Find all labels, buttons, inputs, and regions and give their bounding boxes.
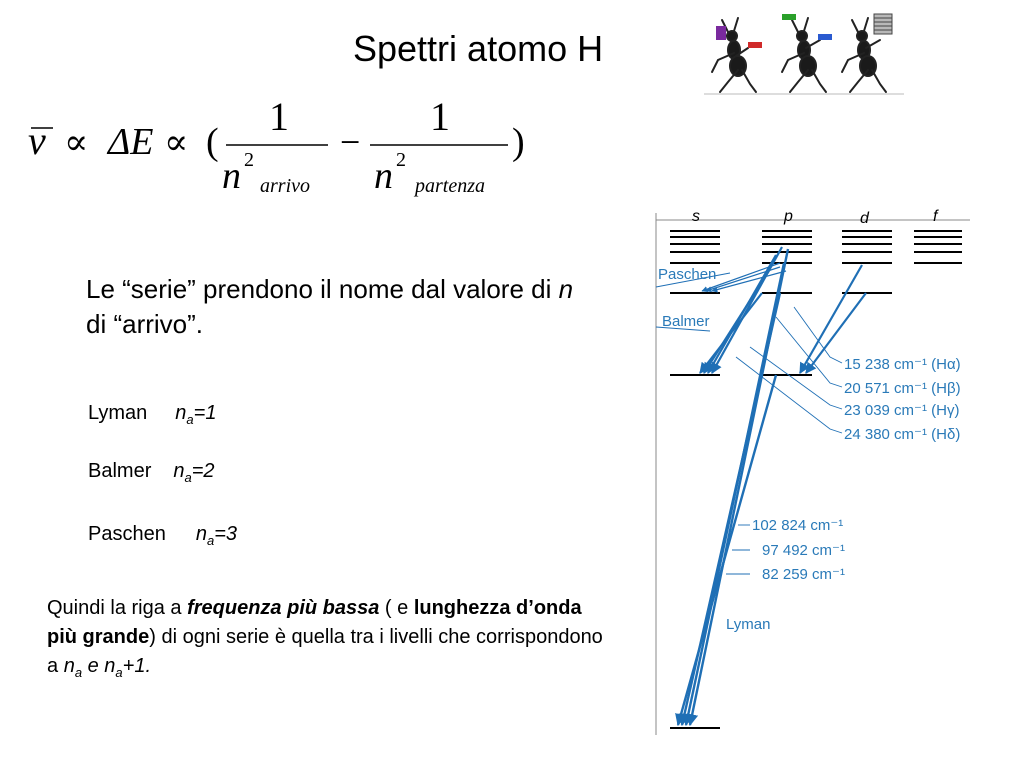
orbital-p-label: p <box>784 208 793 225</box>
conclusion-end: +1. <box>122 655 151 677</box>
balmer-label: Balmer <box>662 313 710 330</box>
series-paschen <box>88 523 237 548</box>
conclusion-text <box>47 594 617 687</box>
conclusion-part: ) di ogni serie è quella tra i livelli che corrispondono a <box>47 626 603 677</box>
numerator-2: 1 <box>430 94 450 139</box>
orbital-d-label: d <box>860 210 869 227</box>
conclusion-bold-italic: frequenza più bassa <box>187 597 380 619</box>
hydrogen-energy-level-diagram <box>650 207 970 737</box>
conclusion-sub: a <box>115 665 123 680</box>
n-arrivo: n <box>222 155 241 197</box>
intro-part-2: di “arrivo”. <box>86 309 204 339</box>
lyman-line-2: 97 492 cm⁻¹ <box>762 542 845 559</box>
intro-n: n <box>558 274 574 304</box>
intro-part-1: Le “serie” prendono il nome dal valore di <box>86 274 559 304</box>
conclusion-bold: lunghezza d’onda più grande <box>47 597 582 648</box>
balmer-line-alpha: 15 238 cm⁻¹ (Hα) <box>844 356 961 373</box>
slide-title: Spettri atomo H <box>353 28 604 69</box>
series-value: =2 <box>191 460 215 482</box>
conclusion-part: ( e <box>379 597 414 619</box>
series-n: n <box>173 460 185 482</box>
conclusion-n: e n <box>82 655 116 677</box>
sub-arrivo: arrivo <box>260 175 310 197</box>
minus-sign: − <box>340 122 361 162</box>
book-green <box>782 14 796 20</box>
book-red <box>748 42 762 48</box>
exp-partenza: 2 <box>396 149 406 171</box>
balmer-line-gamma: 23 039 cm⁻¹ (Hγ) <box>844 402 960 419</box>
book-blue <box>818 34 832 40</box>
ants-carrying-books-illustration <box>704 8 904 98</box>
series-name: Balmer <box>88 460 152 482</box>
series-n: n <box>175 402 187 424</box>
series-sub: a <box>184 470 192 485</box>
orbital-s-label: s <box>692 208 700 225</box>
close-paren: ) <box>512 121 525 163</box>
sub-partenza: partenza <box>415 175 485 197</box>
conclusion-sub: a <box>74 665 83 680</box>
series-name: Paschen <box>88 523 166 545</box>
paschen-label: Paschen <box>658 266 717 283</box>
balmer-line-delta: 24 380 cm⁻¹ (Hδ) <box>844 426 961 443</box>
series-lyman <box>88 402 216 427</box>
frequency-energy-formula <box>22 88 542 208</box>
orbital-f-label: f <box>933 208 938 225</box>
book-purple <box>716 26 726 40</box>
series-value: =3 <box>214 523 238 545</box>
balmer-line-beta: 20 571 cm⁻¹ (Hβ) <box>844 380 961 397</box>
series-sub: a <box>186 412 194 427</box>
exp-arrivo: 2 <box>244 149 254 171</box>
lyman-line-3: 82 259 cm⁻¹ <box>762 566 845 583</box>
numerator-1: 1 <box>269 94 289 139</box>
conclusion-part: Quindi la riga a <box>47 597 188 619</box>
series-sub: a <box>206 533 215 548</box>
lyman-line-1: 102 824 cm⁻¹ <box>752 517 844 534</box>
conclusion-n: n <box>63 655 75 677</box>
delta-e: ΔE <box>108 121 154 163</box>
series-n: n <box>195 523 207 545</box>
series-value: =1 <box>193 402 217 424</box>
intro-text <box>86 272 586 342</box>
energy-levels <box>670 231 962 728</box>
n-partenza: n <box>374 155 393 197</box>
proportional-symbol-1: ∝ <box>64 122 89 162</box>
series-balmer <box>88 460 215 485</box>
book-stack <box>874 14 892 34</box>
nu-symbol: ν <box>28 118 46 163</box>
lyman-label: Lyman <box>726 616 771 633</box>
open-paren: ( <box>206 121 219 163</box>
proportional-symbol-2: ∝ <box>164 122 189 162</box>
series-name: Lyman <box>88 402 148 424</box>
